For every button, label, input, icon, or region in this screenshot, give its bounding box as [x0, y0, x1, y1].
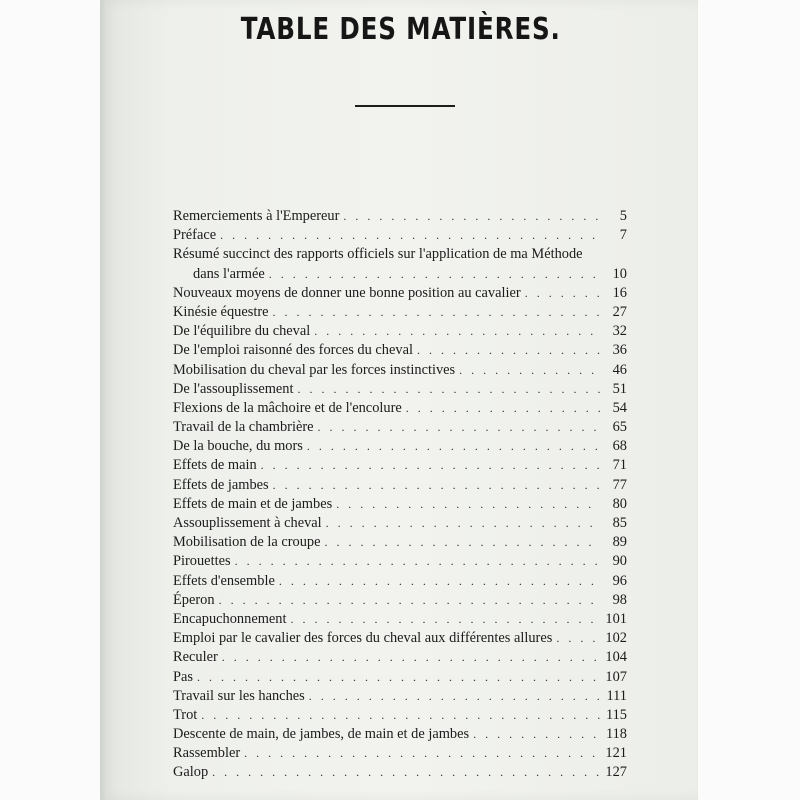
toc-entry-label: Flexions de la mâchoire et de l'encolure: [173, 399, 402, 416]
toc-page-number: 7: [619, 227, 627, 244]
dot-leader: [309, 687, 601, 706]
toc-entry: [173, 572, 627, 591]
dot-leader: [220, 226, 601, 245]
toc-page-number: 104: [605, 649, 627, 666]
toc-page-number: 68: [612, 438, 627, 455]
toc-entry-label: Mobilisation de la croupe: [173, 534, 321, 551]
toc-entry: [173, 533, 627, 552]
toc-page-number: 46: [612, 361, 627, 378]
toc-entry-label: Travail de la chambrière: [173, 419, 314, 436]
toc-entry-label: Kinésie équestre: [173, 303, 269, 320]
toc-page-number: 5: [619, 208, 627, 224]
toc-entry-line: [173, 245, 627, 264]
toc-entry: [173, 284, 627, 303]
dot-leader: [269, 265, 601, 284]
toc-entry: [173, 476, 627, 495]
toc-page-number: 80: [612, 495, 627, 512]
dot-leader: [235, 552, 601, 571]
toc-entry: [173, 456, 627, 475]
toc-entry-label: Assouplissement à cheval: [173, 515, 322, 531]
toc-entry-label: Mobilisation du cheval par les forces instinctives: [173, 361, 456, 378]
dot-leader: [273, 303, 602, 322]
toc-page-number: 121: [605, 745, 627, 762]
toc-entry: [173, 361, 627, 380]
toc-page-number: 16: [612, 284, 627, 301]
toc-entry: [173, 629, 627, 648]
toc-page-number: 32: [612, 323, 627, 340]
dot-leader: [318, 418, 601, 437]
dot-leader: [273, 476, 601, 495]
toc-entry: [173, 303, 627, 322]
table-of-contents: [173, 207, 627, 783]
toc-page-number: 54: [612, 399, 627, 416]
dot-leader: [197, 668, 601, 687]
toc-entry: [173, 226, 627, 245]
dot-leader: [556, 629, 601, 648]
toc-entry: [173, 418, 627, 437]
dot-leader: [336, 495, 601, 514]
toc-entry: [173, 341, 627, 360]
dot-leader: [290, 610, 601, 629]
dot-leader: [406, 399, 601, 418]
toc-entry: [173, 399, 627, 418]
toc-page-number: 118: [605, 726, 627, 743]
toc-entry-label: Pirouettes: [173, 553, 231, 570]
toc-entry-label: Éperon: [173, 591, 215, 608]
toc-page-number: 36: [612, 342, 627, 359]
toc-entry: [173, 322, 627, 341]
toc-entry-label: De l'équilibre du cheval: [173, 323, 311, 340]
dot-leader: [473, 725, 601, 744]
toc-entry: [173, 687, 627, 706]
toc-entry-label: Reculer: [173, 649, 218, 666]
toc-page-number: 111: [606, 687, 627, 704]
toc-page-number: 51: [612, 380, 627, 397]
page-gutter-shadow: [100, 0, 106, 800]
toc-entry: [173, 495, 627, 514]
toc-entry-label: Résumé succinct des rapports officiels sur l'application de ma Méthode: [173, 246, 583, 263]
toc-entry: [173, 514, 627, 533]
dot-leader: [222, 648, 601, 667]
toc-entry-label: Descente de main, de jambes, de main et de jambes: [173, 726, 470, 743]
toc-page-number: 98: [612, 591, 627, 608]
dot-leader: [459, 361, 601, 380]
toc-page-number: 90: [612, 553, 627, 570]
toc-entry-label: Effets de main et de jambes: [173, 495, 333, 512]
toc-entry-label: Effets de jambes: [173, 476, 269, 493]
toc-entry-label: De l'emploi raisonné des forces du cheval: [173, 342, 413, 359]
toc-entry-label: Emploi par le cavalier des forces du cheval aux différentes allures: [173, 630, 553, 647]
toc-entry: [173, 725, 627, 744]
toc-page-number: 10: [612, 265, 627, 282]
toc-entry-label: Rassembler: [173, 745, 241, 762]
title-divider: [355, 105, 455, 107]
toc-entry: [173, 763, 627, 782]
toc-page-number: 101: [605, 610, 627, 627]
toc-page-number: 115: [605, 706, 627, 723]
toc-page-number: 89: [612, 534, 627, 551]
toc-page-number: 107: [605, 668, 627, 685]
toc-entry: [173, 648, 627, 667]
dot-leader: [261, 456, 601, 475]
dot-leader: [324, 533, 601, 552]
toc-page-number: 71: [612, 457, 627, 474]
dot-leader: [307, 437, 601, 456]
toc-entry: [173, 380, 627, 399]
toc-entry-label: Pas: [173, 668, 193, 685]
toc-entry: [173, 591, 627, 610]
toc-entry-label: Préface: [173, 227, 217, 244]
toc-entry-label: Trot: [173, 706, 198, 723]
toc-page-number: 27: [612, 303, 627, 320]
toc-entry-label: Travail sur les hanches: [173, 687, 305, 704]
toc-entry-label-continued: dans l'armée: [193, 265, 265, 282]
dot-leader: [326, 514, 601, 533]
toc-page-number: 65: [612, 419, 627, 436]
page-title: TABLE DES MATIÈRES.: [240, 12, 561, 47]
dot-leader: [279, 572, 601, 591]
toc-entry: [173, 437, 627, 456]
toc-entry-label: De la bouche, du mors: [173, 438, 303, 455]
toc-entry-label: Galop: [173, 764, 209, 781]
toc-entry: [173, 207, 627, 226]
toc-entry-label: Remerciements à l'Empereur: [173, 208, 340, 224]
toc-entry: [173, 744, 627, 763]
toc-entry-label: Nouveaux moyens de donner une bonne position au cavalier: [173, 284, 521, 301]
toc-entry: [173, 706, 627, 725]
toc-entry-label: Effets de main: [173, 457, 257, 474]
toc-entry: [173, 668, 627, 687]
dot-leader: [417, 341, 601, 360]
dot-leader: [219, 591, 601, 610]
dot-leader: [212, 763, 601, 782]
toc-page-number: 127: [605, 764, 627, 781]
dot-leader: [298, 380, 601, 399]
toc-entry: [173, 552, 627, 571]
dot-leader: [201, 706, 601, 725]
toc-entry-label: De l'assouplissement: [173, 380, 294, 397]
toc-entry: [173, 610, 627, 629]
toc-entry-label: Encapuchonnement: [173, 610, 287, 627]
dot-leader: [525, 284, 601, 303]
toc-page-number: 77: [612, 476, 627, 493]
toc-entry-label: Effets d'ensemble: [173, 572, 275, 589]
dot-leader: [244, 744, 601, 763]
toc-page-number: 96: [612, 572, 627, 589]
dot-leader: [343, 207, 601, 226]
dot-leader: [314, 322, 601, 341]
toc-entry: [173, 265, 627, 284]
toc-page-number: 85: [612, 515, 627, 531]
toc-page-number: 102: [605, 630, 627, 647]
